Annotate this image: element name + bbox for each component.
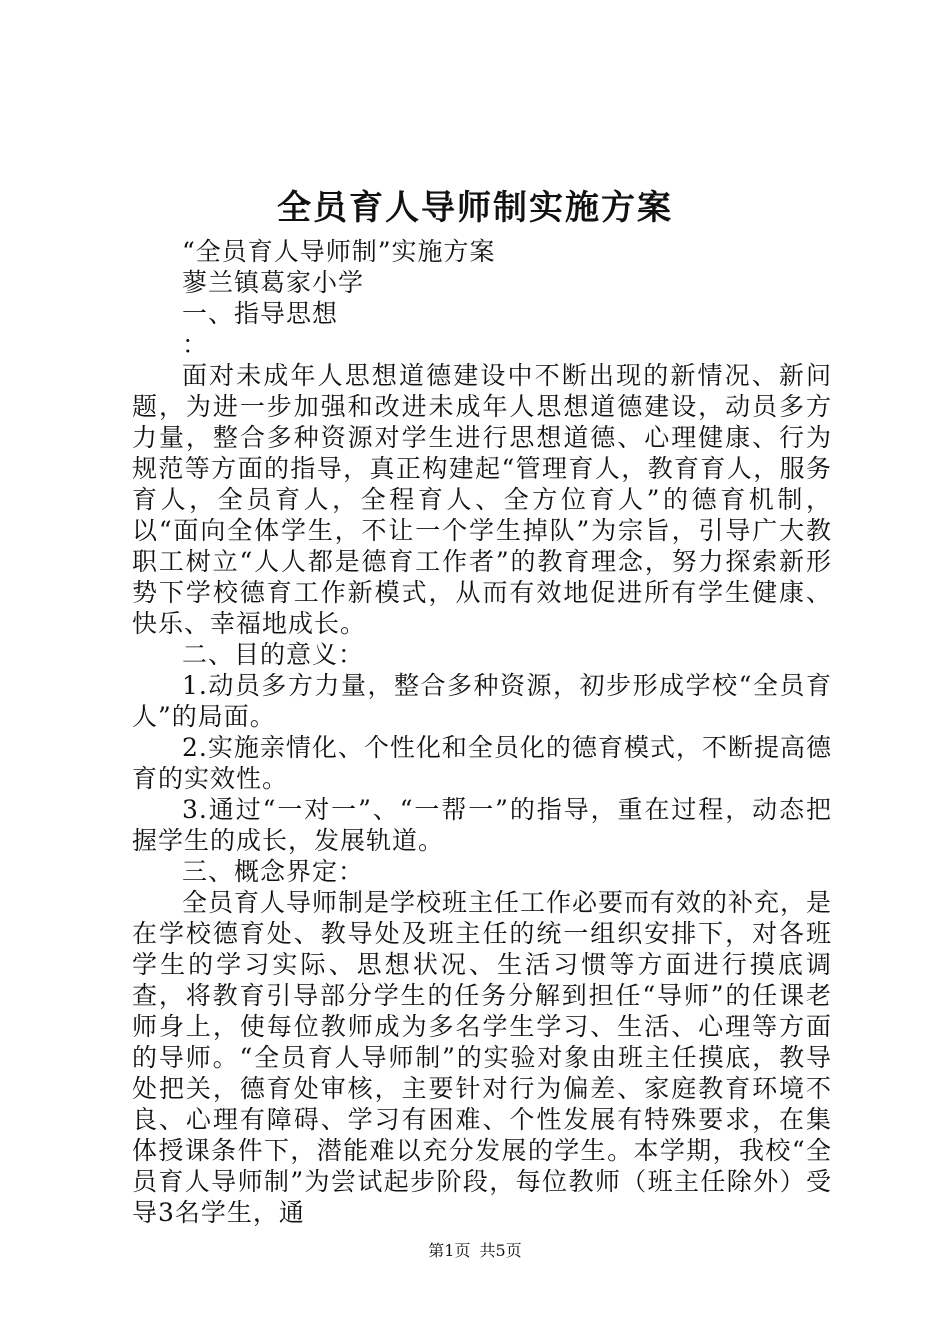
page-footer	[0, 1240, 950, 1262]
section-heading-guiding-ideology: 一、指导思想	[182, 299, 339, 328]
section-heading-definition: 三、概念界定：	[182, 857, 365, 886]
body-paragraph: 面对未成年人思想道德建设中不断出现的新情况、新问题，为进一步加强和改进未成年人思想道德建设，动员多方力量，整合多种资源对学生进行思想道德、心理健康、行为规范等方面的指导，真正构建起“管理育人，教育育人，服务育人，全员育人，全程育人、全方位育人”的德育机制，以“面向全体学生，不让一个学生掉队”为宗旨，引导广大教职工树立“人人都是德育工作者”的教育理念，努力探索新形势下学校德育工作新模式，从而有效地促进所有学生健康、快乐、幸福地成长。	[132, 361, 832, 638]
body-paragraph: 全员育人导师制是学校班主任工作必要而有效的补充，是在学校德育处、教导处及班主任的统一组织安排下，对各班学生的学习实际、思想状况、生活习惯等方面进行摸底调查，将教育引导部分学生的任务分解到担任“导师”的任课老师身上，使每位教师成为多名学生学习、生活、心理等方面的导师。“全员育人导师制”的实验对象由班主任摸底，教导处把关，德育处审核，主要针对行为偏差、家庭教育环境不良、心理有障碍、学习有困难、个性发展有特殊要求，在集体授课条件下，潜能难以充分发展的学生。本学期，我校“全员育人导师制”为尝试起步阶段，每位教师（班主任除外）受导3名学生，通	[132, 888, 833, 1227]
colon-paragraph: ：	[182, 330, 209, 359]
list-item: 1.动员多方力量，整合多种资源，初步形成学校“全员育人”的局面。	[132, 671, 832, 731]
school-name-paragraph: 蓼兰镇葛家小学	[182, 268, 365, 297]
subtitle-paragraph: “全员育人导师制”实施方案	[182, 237, 496, 266]
page-total: 共5页	[479, 1241, 522, 1260]
document-title: 全员育人导师制实施方案	[277, 188, 673, 228]
list-item: 3.通过“一对一”、“一帮一”的指导，重在过程，动态把握学生的成长，发展轨道。	[132, 795, 832, 855]
page-number: 第1页	[428, 1241, 471, 1260]
document-body	[132, 236, 832, 1228]
list-item: 2.实施亲情化、个性化和全员化的德育模式，不断提高德育的实效性。	[132, 733, 832, 793]
section-heading-purpose: 二、目的意义：	[182, 640, 365, 669]
